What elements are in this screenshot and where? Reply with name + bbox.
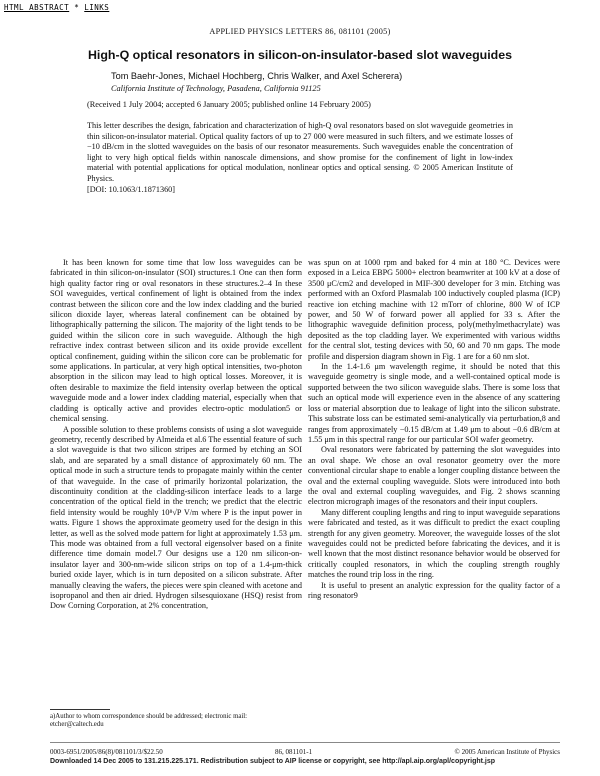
footer-issn: 0003-6951/2005/86(8)/081101/3/$22.50 bbox=[50, 748, 163, 756]
footer-divider bbox=[50, 742, 560, 743]
links-link[interactable]: LINKS bbox=[84, 3, 110, 12]
top-links-bar bbox=[4, 3, 109, 12]
paper-title: High-Q optical resonators in silicon-on-insulator-based slot waveguides bbox=[87, 48, 513, 62]
body-paragraph: It is useful to present an analytic expression for the quality factor of a ring resonator9 bbox=[308, 580, 560, 600]
affiliation: California Institute of Technology, Pasadena, California 91125 bbox=[111, 84, 321, 93]
author-list: Tom Baehr-Jones, Michael Hochberg, Chris Walker, and Axel Scherera) bbox=[111, 71, 403, 81]
publication-dates: (Received 1 July 2004; accepted 6 January 2005; published online 14 February 2005) bbox=[87, 100, 371, 109]
download-notice: Downloaded 14 Dec 2005 to 131.215.225.171. Redistribution subject to AIP license or copyright, see http://apl.aip.org/apl/copyright.jsp bbox=[50, 758, 496, 765]
abstract-block bbox=[87, 121, 513, 195]
footer-copyright: © 2005 American Institute of Physics bbox=[454, 748, 560, 756]
html-abstract-link[interactable]: HTML ABSTRACT bbox=[4, 3, 70, 12]
body-paragraph: was spun on at 1000 rpm and baked for 4 min at 180 °C. Devices were exposed in a Leica EBPG 5000+ electron beamwriter at 100 kV at a dose of 3500 μC/cm2 and developed in MIF-300 developer for 3 min. Etching was performed with an Oxford Plasmalab 100 inductively coupled plasma (ICP) reactive ion etching machine with 12 mTorr of chlorine, 800 W of ICP power, and 50 W of forward power all applied for 33 s. After the lithographic waveguide definition process, poly(methylmethacrylate) was deposited as the top cladding layer. We experimented with various widths for the central slot, testing devices with 50, 60 and 70 nm gaps. The mode profile and dispersion diagram shown in Fig. 1 are for a 60 nm slot. bbox=[308, 258, 560, 361]
footer-page-number: 86, 081101-1 bbox=[275, 748, 313, 756]
body-paragraph: In the 1.4-1.6 μm wavelength regime, it should be noted that this waveguide geometry is single mode, and a well-contained optical mode is supported between the two silicon waveguide slabs. There is some loss that such an optical mode will experience even in the absence of any scattering loss or material absorption due to leakage of light into the silicon substrate. This substrate loss can be estimated semi-analytically via perturbation,8 and ranges from approximately −0.15 dB/cm at 1.49 μm to about −0.6 dB/cm at 1.55 μm in this spectral range for our particular SOI wafer geometry. bbox=[308, 362, 560, 444]
right-column bbox=[308, 258, 560, 601]
body-paragraph: It has been known for some time that low loss waveguides can be fabricated in thin silicon-on-insulator (SOI) structures.1 One can then form high quality factor ring or oval resonators in these structures.2–4 In these SOI waveguides, vertical confinement of light is obtained from the index contrast between the silicon core and the low index cladding and the buried silicon dioxide layer, whereas lateral confinement can be obtained by lithographically patterning the silicon. The majority of the light tends to be guided within the silicon core in such waveguide. Although the high refractive index contrast between silicon and its oxide provide excellent optical confinement, guiding within the silicon core can be problematic for some applications. In particular, at very high optical intensities, two-photon absorption in the silicon may lead to high optical losses. Moreover, it is often desirable to maximize the field intensity overlap between the optical waveguide mode and a lower index cladding material, especially when that cladding is optically active and provides electro-optic modulation5 or chemical sensing. bbox=[50, 258, 302, 424]
abstract-text: This letter describes the design, fabrication and characterization of high-Q oval resonators based on slot waveguide geometries in thin silicon-on-insulator material. Optical quality factors of up to 27 000 were measured in such filters, and we estimate losses of −10 dB/cm in the slotted waveguides on the basis of our resonator measurements. Such waveguides enable the concentration of light to very high optical fields within nanoscale dimensions, and show promise for the confinement of light in low-index material with potential applications for optical modulation, nonlinear optics and optical sensing. © 2005 American Institute of Physics. bbox=[87, 121, 513, 183]
journal-header: APPLIED PHYSICS LETTERS 86, 081101 (2005) bbox=[209, 27, 391, 36]
body-paragraph: A possible solution to these problems consists of using a slot waveguide geometry, recently described by Almeida et al.6 The essential feature of such a slot waveguide is that two silicon stripes are formed by etching an SOI slab, and are separated by a small distance of approximately 60 nm. The optical mode in such a structure tends to propagate mainly within the center of that waveguide. In the case of primarily horizontal polarization, the discontinuity condition at the cladding-silicon interface leads to a large concentration of the optical field in the trench; we predict that the electric field intensity would be roughly 10⁸√P V/m where P is the input power in watts. Figure 1 shows the approximate geometry used for the design in this letter, as well as the solved mode pattern for light at approximately 1.53 μm. This mode was obtained from a full vectoral eigensolver based on a finite difference time domain model.7 Our designs use a 120 nm silicon-on-insulator layer and 300-nm-wide silicon strips on top of a 1.4-μm-thick buried oxide layer, which is in turn deposited on a silicon substrate. After manually cleaving the wafers, the pieces were spin cleaned with acetone and isopropanol and then air dried. Hydrogen silsesquioxane (HSQ) resist from Dow Corning Corporation, at 2% concentration, bbox=[50, 424, 302, 611]
doi[interactable]: [DOI: 10.1063/1.1871360] bbox=[87, 184, 176, 194]
footnote: a)Author to whom correspondence should be addressed; electronic mail: etcher@caltech.edu bbox=[50, 713, 248, 729]
footnote-divider bbox=[50, 709, 110, 710]
left-column bbox=[50, 258, 302, 612]
body-paragraph: Oval resonators were fabricated by patterning the slot waveguides into an oval shape. We chose an oval resonator geometry over the more conventional circular shape to enable a longer coupling distance between the oval and the external coupling waveguide. Slots were introduced into both the oval and external coupling waveguides, and Fig. 2 shows scanning electron micrograph images of the resonators and their input couplers. bbox=[308, 445, 560, 507]
link-separator: * bbox=[74, 3, 80, 12]
body-paragraph: Many different coupling lengths and ring to input waveguide separations were fabricated and tested, as it was difficult to predict the exact coupling strength for any given geometry. Moreover, the waveguide losses of the slot waveguides could not be predicted before fabricating the devices, and it is well known that the most distinct resonance behavior would be observed for critically coupled resonators, in which the coupling strength roughly matches the round trip loss in the ring. bbox=[308, 507, 560, 580]
